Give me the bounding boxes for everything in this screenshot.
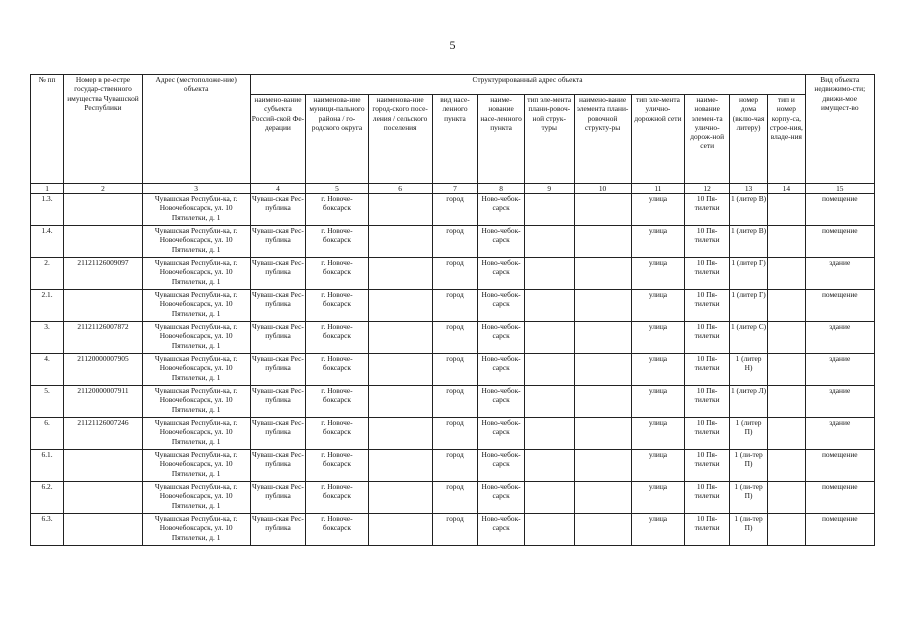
registry-number [64, 290, 143, 322]
table-row [31, 194, 875, 226]
table-body [31, 194, 875, 546]
street-type-cell: улица [631, 450, 685, 482]
plan-name-cell [574, 322, 631, 354]
address-cell: Чувашская Республи-ка, г. Новочебоксарск, ул. 10 Пятилетки, д. 1 [142, 226, 250, 258]
row-number: 4. [31, 354, 64, 386]
address-cell: Чувашская Республи-ка, г. Новочебоксарск, ул. 10 Пятилетки, д. 1 [142, 322, 250, 354]
street-name-cell: 10 Пя-тилетки [685, 322, 730, 354]
header-settlement: наименова-ние город-ского посе-ления / сельского поселения [368, 95, 432, 184]
object-type-cell: здание [805, 386, 874, 418]
building-cell [768, 514, 805, 546]
house-cell: 1 (ли-тер П) [729, 450, 767, 482]
plan-name-cell [574, 418, 631, 450]
plan-name-cell [574, 226, 631, 258]
settlement-cell [368, 194, 432, 226]
street-name-cell: 10 Пя-тилетки [685, 354, 730, 386]
column-number: 4 [250, 184, 306, 194]
street-name-cell: 10 Пя-тилетки [685, 482, 730, 514]
table-row [31, 290, 875, 322]
address-cell: Чувашская Республи-ка, г. Новочебоксарск, ул. 10 Пятилетки, д. 1 [142, 194, 250, 226]
building-cell [768, 290, 805, 322]
district-cell: г. Новоче-боксарск [306, 226, 368, 258]
header-object-type: Вид объекта недвижимо-сти; движи-мое имущест-во [805, 75, 874, 184]
address-cell: Чувашская Республи-ка, г. Новочебоксарск, ул. 10 Пятилетки, д. 1 [142, 450, 250, 482]
plan-name-cell [574, 514, 631, 546]
locality-name-cell: Ново-чебок-сарск [478, 514, 525, 546]
district-cell: г. Новоче-боксарск [306, 450, 368, 482]
header-registry-number: Номер в ре-естре государ-ственного имущества Чувашской Республики [64, 75, 143, 184]
house-cell: 1 (литер Г) [729, 258, 767, 290]
building-cell [768, 354, 805, 386]
house-cell: 1 (литер Н) [729, 354, 767, 386]
table-row [31, 226, 875, 258]
plan-type-cell [524, 418, 574, 450]
locality-name-cell: Ново-чебок-сарск [478, 450, 525, 482]
settlement-cell [368, 450, 432, 482]
district-cell: г. Новоче-боксарск [306, 258, 368, 290]
column-number: 13 [729, 184, 767, 194]
plan-name-cell [574, 258, 631, 290]
house-cell: 1 (литер Л) [729, 386, 767, 418]
object-type-cell: здание [805, 418, 874, 450]
settlement-cell [368, 418, 432, 450]
header-building: тип и номер корпу-са, строе-ния, владе-ния [768, 95, 805, 184]
subject-cell: Чуваш-ская Рес-публика [250, 258, 306, 290]
object-type-cell: здание [805, 354, 874, 386]
registry-number [64, 450, 143, 482]
house-cell: 1 (ли-тер П) [729, 514, 767, 546]
object-type-cell: помещение [805, 482, 874, 514]
house-cell: 1 (литер В) [729, 226, 767, 258]
street-type-cell: улица [631, 290, 685, 322]
street-name-cell: 10 Пя-тилетки [685, 418, 730, 450]
street-name-cell: 10 Пя-тилетки [685, 258, 730, 290]
street-name-cell: 10 Пя-тилетки [685, 514, 730, 546]
column-number: 1 [31, 184, 64, 194]
plan-type-cell [524, 290, 574, 322]
locality-name-cell: Ново-чебок-сарск [478, 386, 525, 418]
column-number: 2 [64, 184, 143, 194]
registry-number: 21121126007872 [64, 322, 143, 354]
row-number: 5. [31, 386, 64, 418]
table-row [31, 482, 875, 514]
registry-number: 21121126007246 [64, 418, 143, 450]
plan-name-cell [574, 354, 631, 386]
subject-cell: Чуваш-ская Рес-публика [250, 226, 306, 258]
plan-name-cell [574, 482, 631, 514]
header-street-name: наиме-нование элемен-та улично-дорож-ной сети [685, 95, 730, 184]
settlement-cell [368, 258, 432, 290]
locality-type-cell: город [432, 450, 478, 482]
plan-type-cell [524, 322, 574, 354]
address-cell: Чувашская Республи-ка, г. Новочебоксарск, ул. 10 Пятилетки, д. 1 [142, 290, 250, 322]
header-subject: наимено-вание субъекта Россий-ской Фе-дерации [250, 95, 306, 184]
settlement-cell [368, 354, 432, 386]
column-number: 8 [478, 184, 525, 194]
subject-cell: Чуваш-ская Рес-публика [250, 482, 306, 514]
street-type-cell: улица [631, 226, 685, 258]
plan-name-cell [574, 194, 631, 226]
page-number: 5 [449, 38, 456, 52]
plan-type-cell [524, 514, 574, 546]
street-name-cell: 10 Пя-тилетки [685, 450, 730, 482]
column-number: 14 [768, 184, 805, 194]
street-type-cell: улица [631, 514, 685, 546]
table-row [31, 418, 875, 450]
header-locality-type: вид насе-ленного пункта [432, 95, 478, 184]
street-type-cell: улица [631, 386, 685, 418]
settlement-cell [368, 514, 432, 546]
street-type-cell: улица [631, 418, 685, 450]
registry-number [64, 514, 143, 546]
object-type-cell: помещение [805, 450, 874, 482]
address-cell: Чувашская Республи-ка, г. Новочебоксарск, ул. 10 Пятилетки, д. 1 [142, 418, 250, 450]
row-number: 6. [31, 418, 64, 450]
plan-name-cell [574, 290, 631, 322]
building-cell [768, 322, 805, 354]
column-number: 7 [432, 184, 478, 194]
registry-number [64, 194, 143, 226]
locality-type-cell: город [432, 322, 478, 354]
district-cell: г. Новоче-боксарск [306, 290, 368, 322]
table-row [31, 450, 875, 482]
plan-name-cell [574, 450, 631, 482]
locality-name-cell: Ново-чебок-сарск [478, 290, 525, 322]
registry-number: 21121126009097 [64, 258, 143, 290]
row-number: 6.1. [31, 450, 64, 482]
house-cell: 1 (литер Г) [729, 290, 767, 322]
object-type-cell: здание [805, 322, 874, 354]
building-cell [768, 450, 805, 482]
district-cell: г. Новоче-боксарск [306, 418, 368, 450]
subject-cell: Чуваш-ская Рес-публика [250, 194, 306, 226]
table-row [31, 386, 875, 418]
locality-type-cell: город [432, 290, 478, 322]
header-plan-name: наимено-вание элемента плани-ровочной структу-ры [574, 95, 631, 184]
street-name-cell: 10 Пя-тилетки [685, 226, 730, 258]
header-district: наименова-ние муници-пального района / го-родского округа [306, 95, 368, 184]
locality-name-cell: Ново-чебок-сарск [478, 482, 525, 514]
plan-name-cell [574, 386, 631, 418]
plan-type-cell [524, 226, 574, 258]
row-number: 6.2. [31, 482, 64, 514]
building-cell [768, 226, 805, 258]
settlement-cell [368, 290, 432, 322]
district-cell: г. Новоче-боксарск [306, 386, 368, 418]
locality-type-cell: город [432, 514, 478, 546]
locality-name-cell: Ново-чебок-сарск [478, 258, 525, 290]
settlement-cell [368, 226, 432, 258]
column-number: 9 [524, 184, 574, 194]
street-type-cell: улица [631, 482, 685, 514]
locality-name-cell: Ново-чебок-сарск [478, 322, 525, 354]
district-cell: г. Новоче-боксарск [306, 514, 368, 546]
column-number: 12 [685, 184, 730, 194]
object-type-cell: помещение [805, 194, 874, 226]
settlement-cell [368, 386, 432, 418]
row-number: 1.4. [31, 226, 64, 258]
plan-type-cell [524, 386, 574, 418]
locality-type-cell: город [432, 386, 478, 418]
plan-type-cell [524, 450, 574, 482]
column-numbers-row [31, 184, 875, 194]
street-type-cell: улица [631, 194, 685, 226]
locality-type-cell: город [432, 258, 478, 290]
header-locality-name: наиме-нование насе-ленного пункта [478, 95, 525, 184]
column-number: 5 [306, 184, 368, 194]
subject-cell: Чуваш-ская Рес-публика [250, 450, 306, 482]
column-number: 6 [368, 184, 432, 194]
subject-cell: Чуваш-ская Рес-публика [250, 418, 306, 450]
house-cell: 1 (литер С) [729, 322, 767, 354]
header-structured-address: Структурированный адрес объекта [250, 75, 805, 95]
house-cell: 1 (литер В) [729, 194, 767, 226]
header-house: номер дома (вклю-чая литеру) [729, 95, 767, 184]
registry-number [64, 226, 143, 258]
table-row [31, 354, 875, 386]
table-row [31, 514, 875, 546]
locality-type-cell: город [432, 226, 478, 258]
object-type-cell: помещение [805, 226, 874, 258]
locality-type-cell: город [432, 482, 478, 514]
plan-type-cell [524, 354, 574, 386]
subject-cell: Чуваш-ская Рес-публика [250, 354, 306, 386]
street-name-cell: 10 Пя-тилетки [685, 386, 730, 418]
address-cell: Чувашская Республи-ка, г. Новочебоксарск, ул. 10 Пятилетки, д. 1 [142, 482, 250, 514]
subject-cell: Чуваш-ская Рес-публика [250, 514, 306, 546]
property-registry-table [30, 74, 875, 546]
locality-name-cell: Ново-чебок-сарск [478, 194, 525, 226]
object-type-cell: помещение [805, 290, 874, 322]
row-number: 6.3. [31, 514, 64, 546]
locality-type-cell: город [432, 354, 478, 386]
subject-cell: Чуваш-ская Рес-публика [250, 386, 306, 418]
district-cell: г. Новоче-боксарск [306, 482, 368, 514]
street-type-cell: улица [631, 258, 685, 290]
street-type-cell: улица [631, 322, 685, 354]
settlement-cell [368, 482, 432, 514]
settlement-cell [368, 322, 432, 354]
column-number: 10 [574, 184, 631, 194]
address-cell: Чувашская Республи-ка, г. Новочебоксарск, ул. 10 Пятилетки, д. 1 [142, 354, 250, 386]
plan-type-cell [524, 482, 574, 514]
street-name-cell: 10 Пя-тилетки [685, 290, 730, 322]
subject-cell: Чуваш-ская Рес-публика [250, 322, 306, 354]
header-address: Адрес (местоположе-ние) объекта [142, 75, 250, 184]
district-cell: г. Новоче-боксарск [306, 194, 368, 226]
column-number: 15 [805, 184, 874, 194]
locality-type-cell: город [432, 418, 478, 450]
building-cell [768, 258, 805, 290]
building-cell [768, 418, 805, 450]
object-type-cell: здание [805, 258, 874, 290]
header-row-main [31, 75, 875, 95]
building-cell [768, 482, 805, 514]
header-num: № пп [31, 75, 64, 184]
row-number: 1.3. [31, 194, 64, 226]
row-number: 3. [31, 322, 64, 354]
address-cell: Чувашская Республи-ка, г. Новочебоксарск, ул. 10 Пятилетки, д. 1 [142, 514, 250, 546]
row-number: 2.1. [31, 290, 64, 322]
registry-number [64, 482, 143, 514]
locality-name-cell: Ново-чебок-сарск [478, 226, 525, 258]
house-cell: 1 (ли-тер П) [729, 482, 767, 514]
header-street-type: тип эле-мента улично-дорожной сети [631, 95, 685, 184]
plan-type-cell [524, 258, 574, 290]
address-cell: Чувашская Республи-ка, г. Новочебоксарск, ул. 10 Пятилетки, д. 1 [142, 258, 250, 290]
building-cell [768, 194, 805, 226]
locality-name-cell: Ново-чебок-сарск [478, 418, 525, 450]
registry-number: 21120000007911 [64, 386, 143, 418]
column-number: 3 [142, 184, 250, 194]
table-row [31, 322, 875, 354]
house-cell: 1 (литер П) [729, 418, 767, 450]
locality-name-cell: Ново-чебок-сарск [478, 354, 525, 386]
header-plan-type: тип эле-мента плани-ровоч-ной струк-туры [524, 95, 574, 184]
row-number: 2. [31, 258, 64, 290]
building-cell [768, 386, 805, 418]
object-type-cell: помещение [805, 514, 874, 546]
district-cell: г. Новоче-боксарск [306, 322, 368, 354]
plan-type-cell [524, 194, 574, 226]
subject-cell: Чуваш-ская Рес-публика [250, 290, 306, 322]
street-name-cell: 10 Пя-тилетки [685, 194, 730, 226]
table-row [31, 258, 875, 290]
address-cell: Чувашская Республи-ка, г. Новочебоксарск, ул. 10 Пятилетки, д. 1 [142, 386, 250, 418]
locality-type-cell: город [432, 194, 478, 226]
district-cell: г. Новоче-боксарск [306, 354, 368, 386]
registry-number: 21120000007905 [64, 354, 143, 386]
street-type-cell: улица [631, 354, 685, 386]
column-number: 11 [631, 184, 685, 194]
